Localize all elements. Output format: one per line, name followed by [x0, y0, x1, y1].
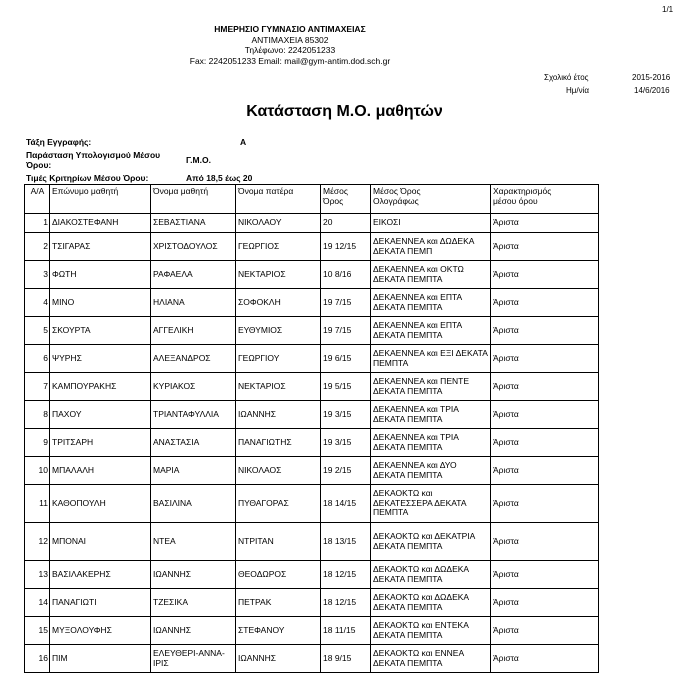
first-name-cell: ΜΑΡΙΑ — [151, 457, 236, 485]
grade-cell: Άριστα — [491, 645, 599, 673]
first-name-cell: ΧΡΙΣΤΟΔΟΥΛΟΣ — [151, 233, 236, 261]
average-words-cell: ΔΕΚΑΕΝΝΕΑ και ΕΞΙ ΔΕΚΑΤΑ ΠΕΜΠΤΑ — [371, 345, 491, 373]
row-number: 14 — [25, 589, 50, 617]
father-name-cell: ΝΤΡΙΤΑΝ — [236, 523, 321, 561]
average-cell: 19 3/15 — [321, 429, 371, 457]
average-cell: 19 6/15 — [321, 345, 371, 373]
grade-cell: Άριστα — [491, 289, 599, 317]
surname-cell: ΠΙΜ — [50, 645, 151, 673]
table-row — [25, 457, 599, 485]
page-title: Κατάσταση Μ.Ο. μαθητών — [246, 103, 443, 120]
average-words-cell: ΔΕΚΑΟΚΤΩ και ΔΩΔΕΚΑ ΔΕΚΑΤΑ ΠΕΜΠΤΑ — [371, 589, 491, 617]
header-average-line1: Μέσος — [323, 186, 348, 196]
average-words-cell: ΔΕΚΑΟΚΤΩ και ΔΕΚΑΤΡΙΑ ΔΕΚΑΤΑ ΠΕΜΠΤΑ — [371, 523, 491, 561]
table-row — [25, 345, 599, 373]
grade-cell: Άριστα — [491, 485, 599, 523]
surname-cell: ΜΥΞΟΛΟΥΦΗΣ — [50, 617, 151, 645]
calc-label-line1: Παράσταση Υπολογισμού Μέσου — [26, 150, 161, 160]
grade-cell: Άριστα — [491, 345, 599, 373]
father-name-cell: ΝΕΚΤΑΡΙΟΣ — [236, 373, 321, 401]
header-char-line2: μέσου όρου — [493, 196, 538, 206]
father-name-cell: ΠΑΝΑΓΙΩΤΗΣ — [236, 429, 321, 457]
average-cell: 18 12/15 — [321, 589, 371, 617]
school-year-value: 2015-2016 — [632, 73, 671, 82]
surname-cell: ΜΙΝΟ — [50, 289, 151, 317]
class-label: Τάξη Εγγραφής: — [26, 137, 92, 147]
surname-cell: ΦΩΤΗ — [50, 261, 151, 289]
first-name-cell: ΗΛΙΑΝΑ — [151, 289, 236, 317]
date-label: Ημ/νία — [566, 86, 590, 95]
father-name-cell: ΝΙΚΟΛΑΟΣ — [236, 457, 321, 485]
table-row — [25, 289, 599, 317]
first-name-cell: ΒΑΣΙΛΙΝΑ — [151, 485, 236, 523]
row-number: 1 — [25, 214, 50, 233]
table-row — [25, 561, 599, 589]
header-name: Όνομα μαθητή — [151, 185, 236, 214]
father-name-cell: ΣΟΦΟΚΛΗ — [236, 289, 321, 317]
surname-cell: ΜΠΟΝΑΙ — [50, 523, 151, 561]
father-name-cell: ΣΤΕΦΑΝΟΥ — [236, 617, 321, 645]
school-name: ΗΜΕΡΗΣΙΟ ΓΥΜΝΑΣΙΟ ΑΝΤΙΜΑΧΕΙΑΣ — [214, 24, 366, 34]
calc-value: Γ.Μ.Ο. — [186, 155, 211, 165]
surname-cell: ΠΑΝΑΓΙΩΤΙ — [50, 589, 151, 617]
grade-cell: Άριστα — [491, 214, 599, 233]
grade-cell: Άριστα — [491, 523, 599, 561]
header-char-line1: Χαρακτηρισμός — [493, 186, 552, 196]
grade-cell: Άριστα — [491, 373, 599, 401]
row-number: 3 — [25, 261, 50, 289]
row-number: 8 — [25, 401, 50, 429]
surname-cell: ΤΣΙΓΑΡΑΣ — [50, 233, 151, 261]
average-cell: 19 7/15 — [321, 289, 371, 317]
school-header — [0, 24, 580, 66]
father-name-cell: ΘΕΟΔΩΡΟΣ — [236, 561, 321, 589]
average-words-cell: ΔΕΚΑΕΝΝΕΑ και ΕΠΤΑ ΔΕΚΑΤΑ ΠΕΜΠΤΑ — [371, 289, 491, 317]
average-cell: 10 8/16 — [321, 261, 371, 289]
father-name-cell: ΓΕΩΡΓΙΟΥ — [236, 345, 321, 373]
average-words-cell: ΔΕΚΑΕΝΝΕΑ και ΤΡΙΑ ΔΕΚΑΤΑ ΠΕΜΠΤΑ — [371, 401, 491, 429]
row-number: 15 — [25, 617, 50, 645]
father-name-cell: ΙΩΑΝΝΗΣ — [236, 645, 321, 673]
first-name-cell: ΑΝΑΣΤΑΣΙΑ — [151, 429, 236, 457]
table-header-row — [25, 185, 599, 214]
average-cell: 18 9/15 — [321, 645, 371, 673]
first-name-cell: ΣΕΒΑΣΤΙΑΝΑ — [151, 214, 236, 233]
school-phone: Τηλέφωνο: 2242051233 — [244, 45, 336, 56]
grade-cell: Άριστα — [491, 561, 599, 589]
row-number: 4 — [25, 289, 50, 317]
grade-cell: Άριστα — [491, 317, 599, 345]
table-row — [25, 317, 599, 345]
surname-cell: ΜΠΑΛΑΛΗ — [50, 457, 151, 485]
table-row — [25, 429, 599, 457]
table-row — [25, 617, 599, 645]
first-name-cell: ΕΛΕΥΘΕΡΙ-ΑΝΝΑ- ΙΡΙΣ — [151, 645, 236, 673]
row-number: 12 — [25, 523, 50, 561]
average-words-cell: ΔΕΚΑΕΝΝΕΑ και ΠΕΝΤΕ ΔΕΚΑΤΑ ΠΕΜΠΤΑ — [371, 373, 491, 401]
father-name-cell: ΠΥΘΑΓΟΡΑΣ — [236, 485, 321, 523]
school-year-label: Σχολικό έτος — [544, 73, 589, 82]
average-cell: 18 12/15 — [321, 561, 371, 589]
school-fax-email: Fax: 2242051233 Email: mail@gym-antim.dod.sch.gr — [189, 55, 391, 66]
average-cell: 18 13/15 — [321, 523, 371, 561]
table-row — [25, 645, 599, 673]
first-name-cell: ΑΛΕΞΑΝΔΡΟΣ — [151, 345, 236, 373]
father-name-cell: ΝΙΚΟΛΑΟΥ — [236, 214, 321, 233]
row-number: 6 — [25, 345, 50, 373]
surname-cell: ΣΚΟΥΡΤΑ — [50, 317, 151, 345]
row-number: 5 — [25, 317, 50, 345]
class-value: Α — [240, 137, 247, 147]
table-row — [25, 589, 599, 617]
father-name-cell: ΝΕΚΤΑΡΙΟΣ — [236, 261, 321, 289]
first-name-cell: ΙΩΑΝΝΗΣ — [151, 617, 236, 645]
header-characterization — [491, 185, 599, 214]
surname-cell: ΔΙΑΚΟΣΤΕΦΑΝΗ — [50, 214, 151, 233]
grade-cell: Άριστα — [491, 429, 599, 457]
header-words-line2: Ολογράφως — [373, 196, 419, 206]
surname-cell: ΠΑΧΟΥ — [50, 401, 151, 429]
row-number: 11 — [25, 485, 50, 523]
first-name-cell: ΡΑΦΑΕΛΑ — [151, 261, 236, 289]
table-row — [25, 261, 599, 289]
average-cell: 19 7/15 — [321, 317, 371, 345]
range-value: Από 18,5 έως 20 — [186, 173, 253, 183]
first-name-cell: ΚΥΡΙΑΚΟΣ — [151, 373, 236, 401]
date-value: 14/6/2016 — [634, 86, 670, 95]
average-cell: 19 3/15 — [321, 401, 371, 429]
average-words-cell: ΔΕΚΑΟΚΤΩ και ΕΝΝΕΑ ΔΕΚΑΤΑ ΠΕΜΠΤΑ — [371, 645, 491, 673]
surname-cell: ΒΑΣΙΛΑΚΕΡΗΣ — [50, 561, 151, 589]
first-name-cell: ΑΓΓΕΛΙΚΗ — [151, 317, 236, 345]
father-name-cell: ΓΕΩΡΓΙΟΣ — [236, 233, 321, 261]
first-name-cell: ΝΤΕΑ — [151, 523, 236, 561]
average-cell: 19 2/15 — [321, 457, 371, 485]
average-cell: 19 12/15 — [321, 233, 371, 261]
row-number: 13 — [25, 561, 50, 589]
grade-cell: Άριστα — [491, 233, 599, 261]
first-name-cell: ΤΡΙΑΝΤΑΦΥΛΛΙΑ — [151, 401, 236, 429]
average-words-cell: ΔΕΚΑΕΝΝΕΑ και ΔΩΔΕΚΑ ΔΕΚΑΤΑ ΠΕΜΠ — [371, 233, 491, 261]
average-words-cell: ΔΕΚΑΟΚΤΩ και ΕΝΤΕΚΑ ΔΕΚΑΤΑ ΠΕΜΠΤΑ — [371, 617, 491, 645]
table-row — [25, 373, 599, 401]
grade-cell: Άριστα — [491, 457, 599, 485]
row-number: 9 — [25, 429, 50, 457]
average-cell: 18 14/15 — [321, 485, 371, 523]
header-aa: Α/Α — [25, 185, 50, 214]
average-words-cell: ΔΕΚΑΟΚΤΩ και ΔΩΔΕΚΑ ΔΕΚΑΤΑ ΠΕΜΠΤΑ — [371, 561, 491, 589]
header-average — [321, 185, 371, 214]
page-number: 1/1 — [662, 5, 674, 14]
table-row — [25, 214, 599, 233]
surname-cell: ΤΡΙΤΣΑΡΗ — [50, 429, 151, 457]
range-label: Τιμές Κριτηρίων Μέσου Όρου: — [26, 173, 149, 183]
surname-cell: ΚΑΘΟΠΟΥΛΗ — [50, 485, 151, 523]
surname-cell: ΚΑΜΠΟΥΡΑΚΗΣ — [50, 373, 151, 401]
average-words-cell: ΔΕΚΑΕΝΝΕΑ και ΔΥΟ ΔΕΚΑΤΑ ΠΕΜΠΤΑ — [371, 457, 491, 485]
row-number: 10 — [25, 457, 50, 485]
row-number: 16 — [25, 645, 50, 673]
average-words-cell: ΔΕΚΑΕΝΝΕΑ και ΕΠΤΑ ΔΕΚΑΤΑ ΠΕΜΠΤΑ — [371, 317, 491, 345]
header-surname: Επώνυμο μαθητή — [50, 185, 151, 214]
first-name-cell: ΤΖΕΣΙΚΑ — [151, 589, 236, 617]
header-average-line2: Όρος — [323, 196, 344, 206]
average-words-cell: ΕΙΚΟΣΙ — [371, 214, 491, 233]
average-cell: 18 11/15 — [321, 617, 371, 645]
grade-cell: Άριστα — [491, 401, 599, 429]
grade-cell: Άριστα — [491, 589, 599, 617]
average-words-cell: ΔΕΚΑΕΝΝΕΑ και ΟΚΤΩ ΔΕΚΑΤΑ ΠΕΜΠΤΑ — [371, 261, 491, 289]
average-words-cell: ΔΕΚΑΟΚΤΩ και ΔΕΚΑΤΕΣΣΕΡΑ ΔΕΚΑΤΑ ΠΕΜΠΤΑ — [371, 485, 491, 523]
students-table — [24, 184, 599, 673]
table-row — [25, 485, 599, 523]
row-number: 2 — [25, 233, 50, 261]
header-father: Όνομα πατέρα — [236, 185, 321, 214]
table-row — [25, 523, 599, 561]
table-row — [25, 233, 599, 261]
grade-cell: Άριστα — [491, 261, 599, 289]
table-row — [25, 401, 599, 429]
header-average-words — [371, 185, 491, 214]
grade-cell: Άριστα — [491, 617, 599, 645]
father-name-cell: ΠΕΤΡΑΚ — [236, 589, 321, 617]
average-words-cell: ΔΕΚΑΕΝΝΕΑ και ΤΡΙΑ ΔΕΚΑΤΑ ΠΕΜΠΤΑ — [371, 429, 491, 457]
father-name-cell: ΙΩΑΝΝΗΣ — [236, 401, 321, 429]
first-name-cell: ΙΩΑΝΝΗΣ — [151, 561, 236, 589]
surname-cell: ΨΥΡΗΣ — [50, 345, 151, 373]
father-name-cell: ΕΥΘΥΜΙΟΣ — [236, 317, 321, 345]
header-words-line1: Μέσος Όρος — [373, 186, 421, 196]
school-address: ΑΝΤΙΜΑΧΕΙΑ 85302 — [251, 34, 329, 45]
average-cell: 20 — [321, 214, 371, 233]
row-number: 7 — [25, 373, 50, 401]
average-cell: 19 5/15 — [321, 373, 371, 401]
calc-label-line2: Όρου: — [26, 160, 52, 170]
